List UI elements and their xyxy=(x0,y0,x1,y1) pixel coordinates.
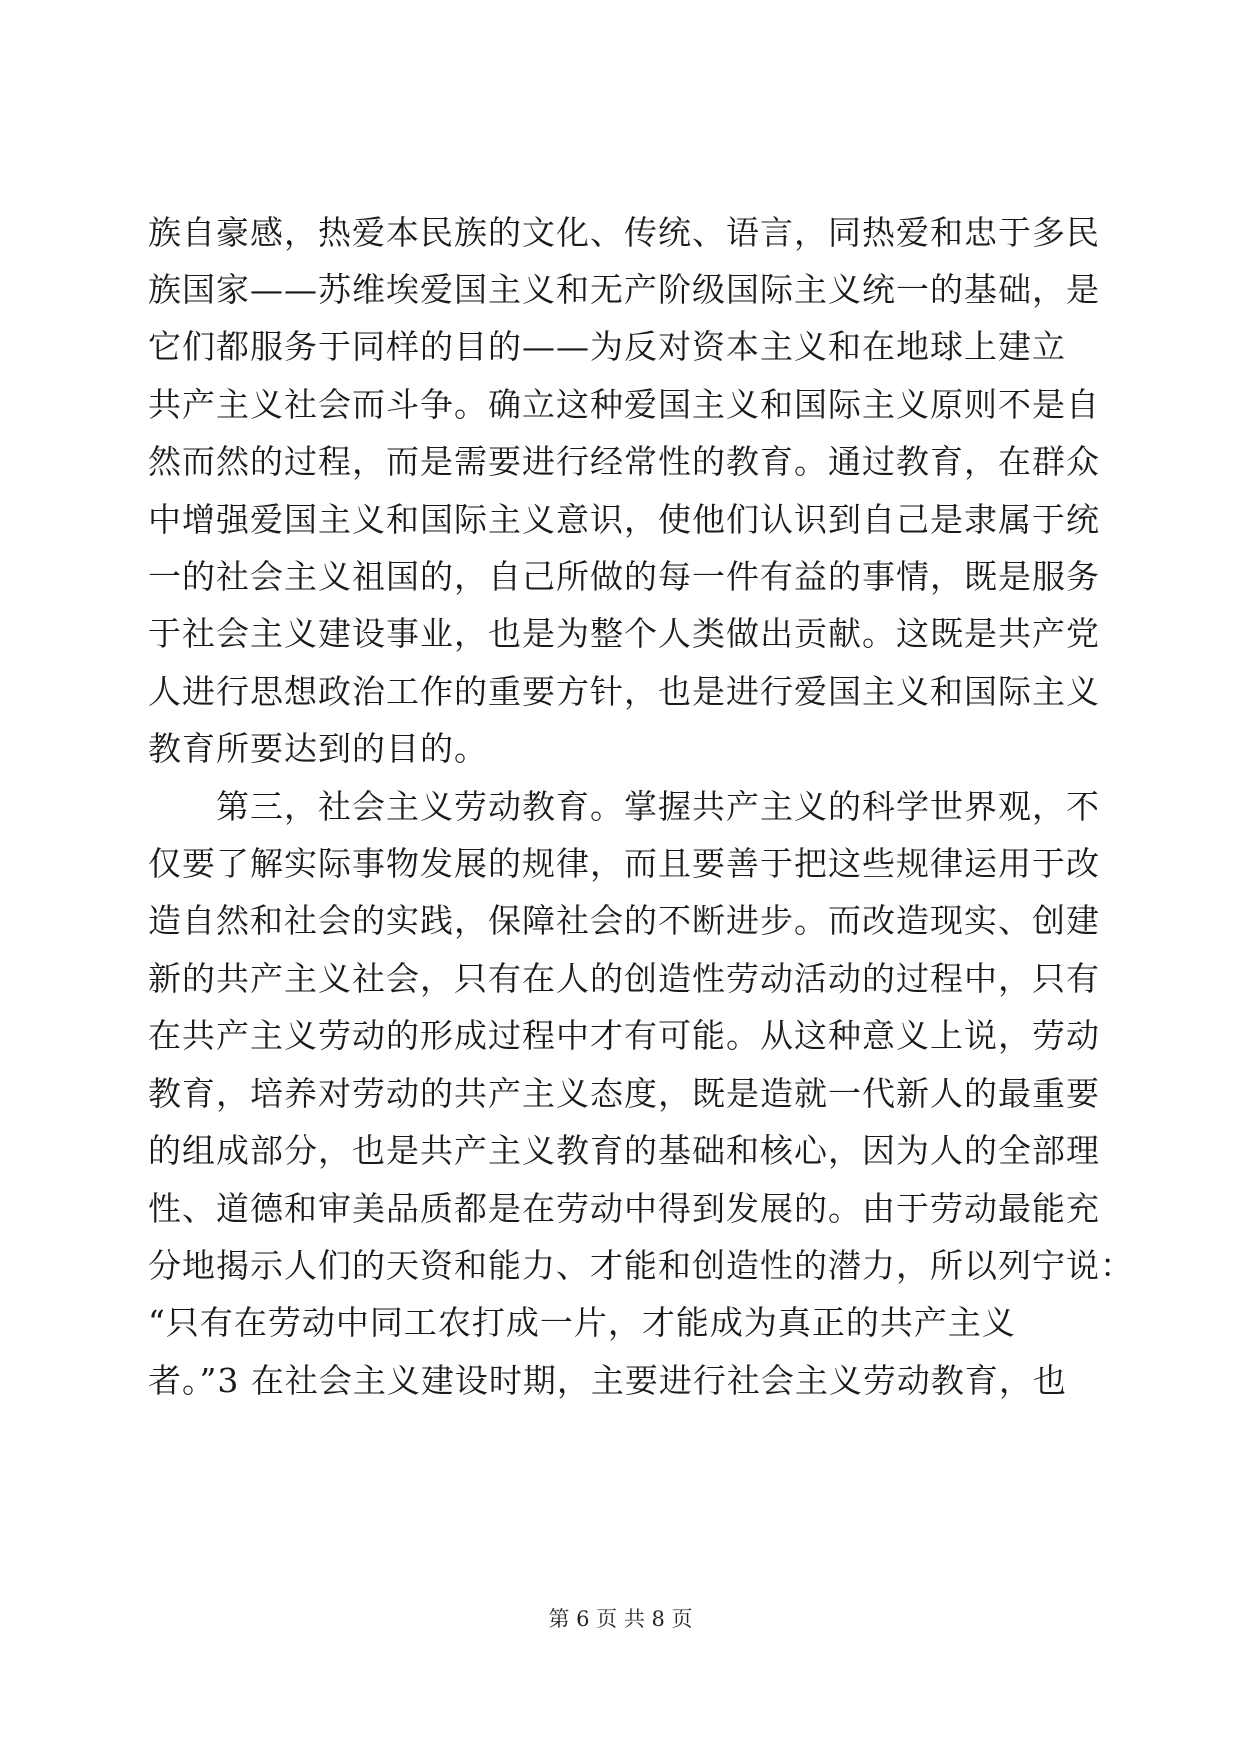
text-line: 人进行思想政治工作的重要方针，也是进行爱国主义和国际主义 xyxy=(148,672,1100,711)
text-line: 仅要了解实际事物发展的规律，而且要善于把这些规律运用于改 xyxy=(148,844,1100,883)
text-line: 教育，培养对劳动的共产主义态度，既是造就一代新人的最重要 xyxy=(148,1074,1100,1113)
text-line: 分地揭示人们的天资和能力、才能和创造性的潜力，所以列宁说： xyxy=(148,1246,1134,1285)
page-number-footer: 第 6 页 共 8 页 xyxy=(548,1607,693,1631)
paragraph-start-line: 第三，社会主义劳动教育。掌握共产主义的科学世界观，不 xyxy=(148,787,1100,826)
text-line: 新的共产主义社会，只有在人的创造性劳动活动的过程中，只有 xyxy=(148,959,1100,998)
text-line: 族自豪感，热爱本民族的文化、传统、语言，同热爱和忠于多民 xyxy=(148,213,1100,252)
text-line: 于社会主义建设事业，也是为整个人类做出贡献。这既是共产党 xyxy=(148,614,1100,653)
text-line: 性、道德和审美品质都是在劳动中得到发展的。由于劳动最能充 xyxy=(148,1189,1100,1228)
text-line: 共产主义社会而斗争。确立这种爱国主义和国际主义原则不是自 xyxy=(148,385,1100,424)
text-line: 造自然和社会的实践，保障社会的不断进步。而改造现实、创建 xyxy=(148,901,1100,940)
text-line: 的组成部分，也是共产主义教育的基础和核心，因为人的全部理 xyxy=(148,1131,1100,1170)
text-line: 者。”3 在社会主义建设时期，主要进行社会主义劳动教育，也 xyxy=(148,1361,1067,1400)
text-line: 然而然的过程，而是需要进行经常性的教育。通过教育，在群众 xyxy=(148,442,1100,481)
text-line: 一的社会主义祖国的，自己所做的每一件有益的事情，既是服务 xyxy=(148,557,1100,596)
text-line: 它们都服务于同样的目的——为反对资本主义和在地球上建立 xyxy=(148,327,1066,366)
text-line: 族国家——苏维埃爱国主义和无产阶级国际主义统一的基础，是 xyxy=(148,270,1100,309)
text-line: 教育所要达到的目的。 xyxy=(148,729,488,768)
text-line: 在共产主义劳动的形成过程中才有可能。从这种意义上说，劳动 xyxy=(148,1016,1100,1055)
text-line: “只有在劳动中同工农打成一片，才能成为真正的共产主义 xyxy=(148,1303,1016,1342)
text-line: 中增强爱国主义和国际主义意识，使他们认识到自己是隶属于统 xyxy=(148,500,1100,539)
